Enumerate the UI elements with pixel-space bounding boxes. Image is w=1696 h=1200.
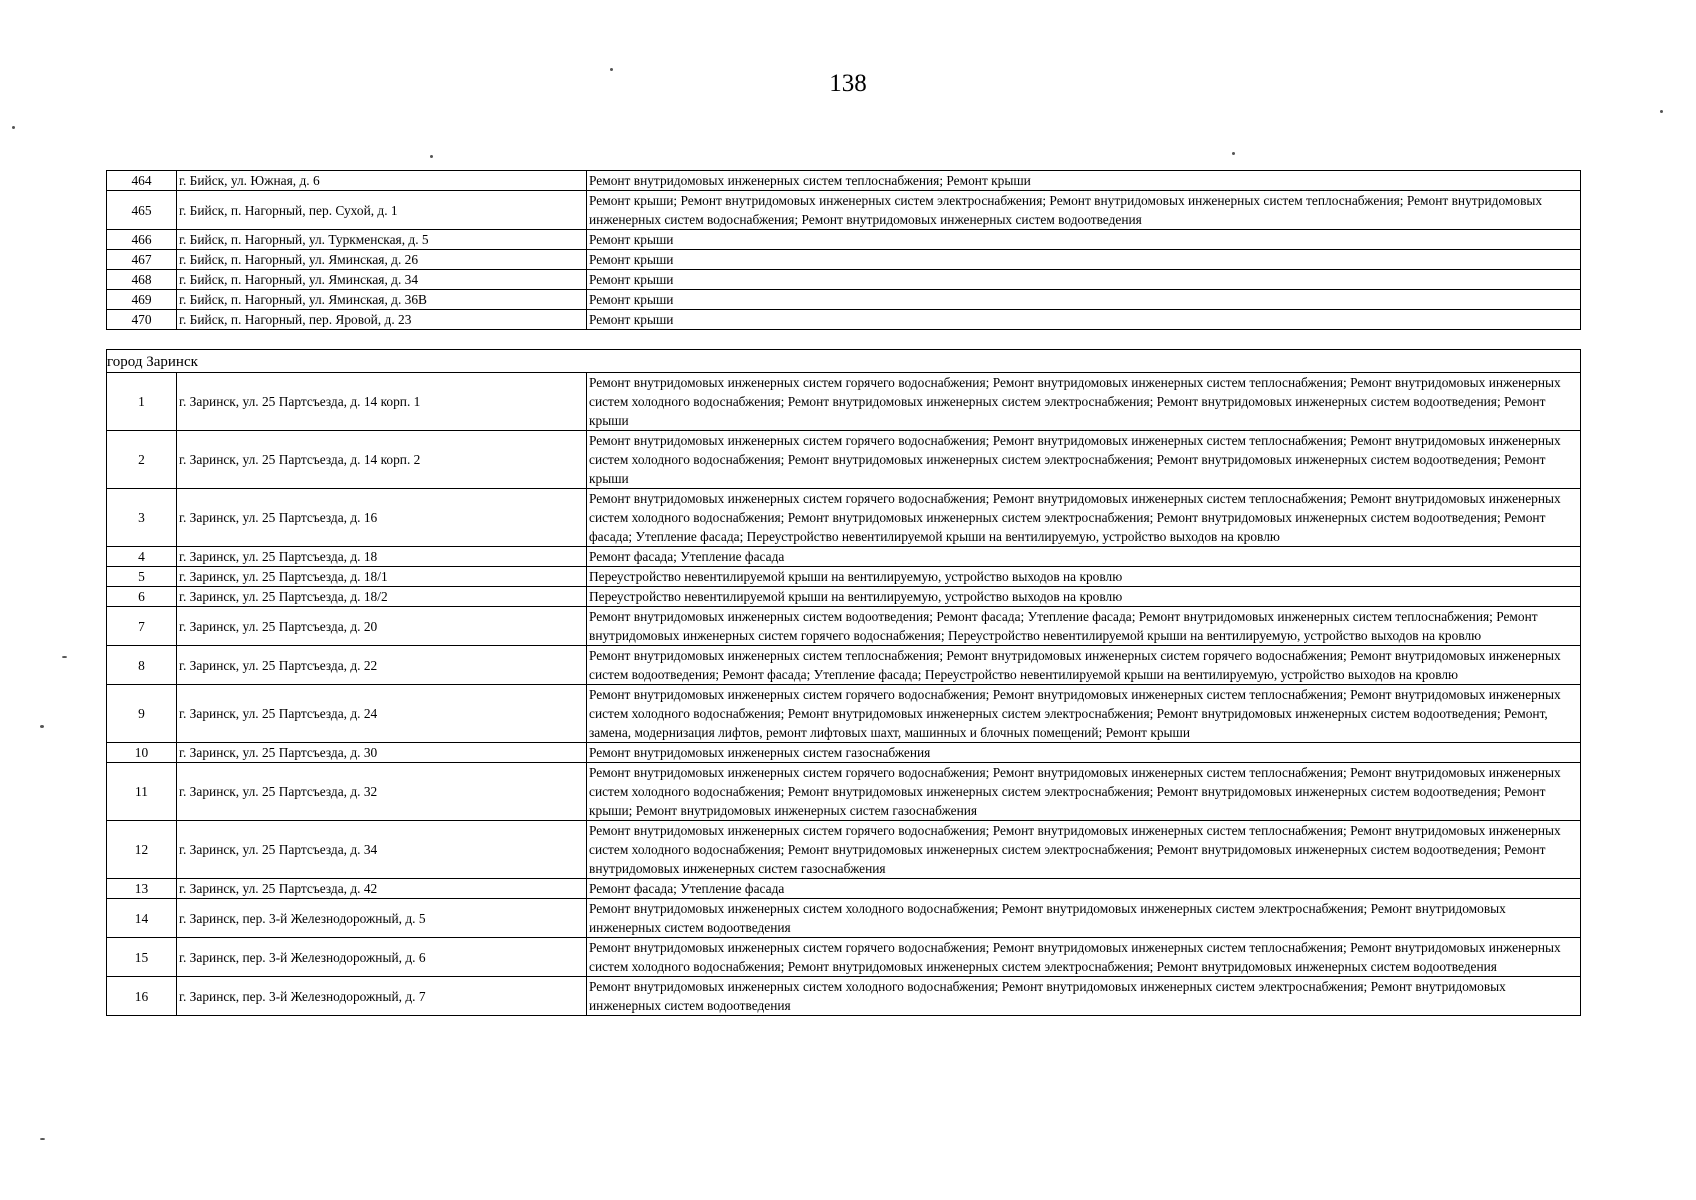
row-number: 467 xyxy=(107,250,177,270)
row-works: Ремонт фасада; Утепление фасада xyxy=(587,879,1581,899)
row-works: Ремонт внутридомовых инженерных систем горячего водоснабжения; Ремонт внутридомовых инженерных систем теплоснабжения; Ремонт внутридомовых инженерных систем холодного водоснабжения; Ремонт внутридомовых инженерных систем электроснабжения; Ремонт внутридомовых инженерных систем водоотведения xyxy=(587,938,1581,977)
row-works: Ремонт внутридомовых инженерных систем теплоснабжения; Ремонт крыши xyxy=(587,171,1581,191)
row-works: Ремонт крыши xyxy=(587,230,1581,250)
row-works: Переустройство невентилируемой крыши на вентилируемую, устройство выходов на кровлю xyxy=(587,587,1581,607)
row-address: г. Заринск, ул. 25 Партсъезда, д. 42 xyxy=(177,879,587,899)
row-number: 470 xyxy=(107,310,177,330)
table-row xyxy=(107,171,1581,191)
row-address: г. Заринск, пер. 3-й Железнодорожный, д. 6 xyxy=(177,938,587,977)
row-number: 14 xyxy=(107,899,177,938)
table-row xyxy=(107,489,1581,547)
row-address: г. Заринск, ул. 25 Партсъезда, д. 16 xyxy=(177,489,587,547)
table-row xyxy=(107,607,1581,646)
table-row xyxy=(107,373,1581,431)
row-works: Ремонт внутридомовых инженерных систем холодного водоснабжения; Ремонт внутридомовых инженерных систем электроснабжения; Ремонт внутридомовых инженерных систем водоотведения xyxy=(587,977,1581,1016)
row-works: Ремонт внутридомовых инженерных систем водоотведения; Ремонт фасада; Утепление фасада; Ремонт внутридомовых инженерных систем теплоснабжения; Ремонт внутридомовых инженерных систем горячего водоснабжения; Переустройство невентилируемой крыши на вентилируемую, устройство выходов на кровлю xyxy=(587,607,1581,646)
register-table xyxy=(106,170,1581,1016)
row-number: 12 xyxy=(107,821,177,879)
table-row xyxy=(107,290,1581,310)
section-title: город Заринск xyxy=(107,350,1581,373)
row-number: 466 xyxy=(107,230,177,250)
row-works: Ремонт внутридомовых инженерных систем холодного водоснабжения; Ремонт внутридомовых инженерных систем электроснабжения; Ремонт внутридомовых инженерных систем водоотведения xyxy=(587,899,1581,938)
row-number: 16 xyxy=(107,977,177,1016)
row-address: г. Бийск, п. Нагорный, пер. Сухой, д. 1 xyxy=(177,191,587,230)
row-number: 469 xyxy=(107,290,177,310)
row-address: г. Заринск, ул. 25 Партсъезда, д. 22 xyxy=(177,646,587,685)
table-row xyxy=(107,743,1581,763)
row-number: 3 xyxy=(107,489,177,547)
table-row xyxy=(107,977,1581,1016)
row-number: 465 xyxy=(107,191,177,230)
row-works: Ремонт крыши xyxy=(587,310,1581,330)
row-number: 13 xyxy=(107,879,177,899)
table-row xyxy=(107,899,1581,938)
table-row xyxy=(107,646,1581,685)
scan-speck xyxy=(62,656,67,658)
row-number: 10 xyxy=(107,743,177,763)
row-address: г. Бийск, п. Нагорный, ул. Яминская, д. 36В xyxy=(177,290,587,310)
row-number: 9 xyxy=(107,685,177,743)
row-works: Ремонт внутридомовых инженерных систем горячего водоснабжения; Ремонт внутридомовых инженерных систем теплоснабжения; Ремонт внутридомовых инженерных систем холодного водоснабжения; Ремонт внутридомовых инженерных систем электроснабжения; Ремонт внутридомовых инженерных систем водоотведения; Ремонт крыши xyxy=(587,373,1581,431)
row-address: г. Бийск, п. Нагорный, ул. Туркменская, д. 5 xyxy=(177,230,587,250)
row-number: 4 xyxy=(107,547,177,567)
row-address: г. Заринск, ул. 25 Партсъезда, д. 24 xyxy=(177,685,587,743)
row-works: Ремонт крыши xyxy=(587,290,1581,310)
scan-speck xyxy=(1660,110,1663,113)
row-address: г. Заринск, ул. 25 Партсъезда, д. 34 xyxy=(177,821,587,879)
scan-speck xyxy=(40,725,44,728)
row-works: Ремонт крыши; Ремонт внутридомовых инженерных систем электроснабжения; Ремонт внутридомовых инженерных систем теплоснабжения; Ремонт внутридомовых инженерных систем водоснабжения; Ремонт внутридомовых инженерных систем водоотведения xyxy=(587,191,1581,230)
table-row xyxy=(107,879,1581,899)
row-works: Ремонт фасада; Утепление фасада xyxy=(587,547,1581,567)
table-row xyxy=(107,270,1581,290)
page-number: 138 xyxy=(829,70,867,97)
table-row xyxy=(107,431,1581,489)
section-header-row xyxy=(107,350,1581,373)
row-works: Переустройство невентилируемой крыши на вентилируемую, устройство выходов на кровлю xyxy=(587,567,1581,587)
table-row xyxy=(107,763,1581,821)
row-address: г. Заринск, ул. 25 Партсъезда, д. 32 xyxy=(177,763,587,821)
table-row xyxy=(107,938,1581,977)
row-address: г. Бийск, п. Нагорный, ул. Яминская, д. 26 xyxy=(177,250,587,270)
table-row xyxy=(107,230,1581,250)
row-number: 7 xyxy=(107,607,177,646)
table-row xyxy=(107,685,1581,743)
row-number: 2 xyxy=(107,431,177,489)
row-works: Ремонт внутридомовых инженерных систем горячего водоснабжения; Ремонт внутридомовых инженерных систем теплоснабжения; Ремонт внутридомовых инженерных систем холодного водоснабжения; Ремонт внутридомовых инженерных систем электроснабжения; Ремонт внутридомовых инженерных систем водоотведения; Ремонт, замена, модернизация лифтов, ремонт лифтовых шахт, машинных и блочных помещений; Ремонт крыши xyxy=(587,685,1581,743)
row-works: Ремонт крыши xyxy=(587,270,1581,290)
scan-speck xyxy=(12,126,15,129)
row-address: г. Заринск, пер. 3-й Железнодорожный, д. 5 xyxy=(177,899,587,938)
row-number: 15 xyxy=(107,938,177,977)
table-row xyxy=(107,547,1581,567)
row-number: 468 xyxy=(107,270,177,290)
row-address: г. Бийск, п. Нагорный, ул. Яминская, д. 34 xyxy=(177,270,587,290)
scan-speck xyxy=(40,1138,45,1140)
table-row xyxy=(107,250,1581,270)
row-works: Ремонт внутридомовых инженерных систем теплоснабжения; Ремонт внутридомовых инженерных систем горячего водоснабжения; Ремонт внутридомовых инженерных систем водоотведения; Ремонт фасада; Утепление фасада; Переустройство невентилируемой крыши на вентилируемую, устройство выходов на кровлю xyxy=(587,646,1581,685)
section-divider xyxy=(107,330,1581,373)
row-works: Ремонт крыши xyxy=(587,250,1581,270)
row-works: Ремонт внутридомовых инженерных систем горячего водоснабжения; Ремонт внутридомовых инженерных систем теплоснабжения; Ремонт внутридомовых инженерных систем холодного водоснабжения; Ремонт внутридомовых инженерных систем электроснабжения; Ремонт внутридомовых инженерных систем водоотведения; Ремонт крыши xyxy=(587,431,1581,489)
row-address: г. Бийск, п. Нагорный, пер. Яровой, д. 23 xyxy=(177,310,587,330)
row-number: 6 xyxy=(107,587,177,607)
row-address: г. Бийск, ул. Южная, д. 6 xyxy=(177,171,587,191)
row-address: г. Заринск, ул. 25 Партсъезда, д. 14 корп. 1 xyxy=(177,373,587,431)
table-gap-row xyxy=(107,330,1581,350)
scan-speck xyxy=(1232,152,1235,155)
row-address: г. Заринск, ул. 25 Партсъезда, д. 18/2 xyxy=(177,587,587,607)
row-number: 5 xyxy=(107,567,177,587)
table-row xyxy=(107,310,1581,330)
row-address: г. Заринск, ул. 25 Партсъезда, д. 30 xyxy=(177,743,587,763)
row-works: Ремонт внутридомовых инженерных систем горячего водоснабжения; Ремонт внутридомовых инженерных систем теплоснабжения; Ремонт внутридомовых инженерных систем холодного водоснабжения; Ремонт внутридомовых инженерных систем электроснабжения; Ремонт внутридомовых инженерных систем водоотведения; Ремонт внутридомовых инженерных систем газоснабжения xyxy=(587,821,1581,879)
scan-speck xyxy=(610,68,613,71)
row-number: 464 xyxy=(107,171,177,191)
row-address: г. Заринск, ул. 25 Партсъезда, д. 18 xyxy=(177,547,587,567)
row-address: г. Заринск, ул. 25 Партсъезда, д. 14 корп. 2 xyxy=(177,431,587,489)
table-row xyxy=(107,191,1581,230)
zarinsk-rows xyxy=(107,373,1581,1016)
row-address: г. Заринск, пер. 3-й Железнодорожный, д. 7 xyxy=(177,977,587,1016)
row-works: Ремонт внутридомовых инженерных систем горячего водоснабжения; Ремонт внутридомовых инженерных систем теплоснабжения; Ремонт внутридомовых инженерных систем холодного водоснабжения; Ремонт внутридомовых инженерных систем электроснабжения; Ремонт внутридомовых инженерных систем водоотведения; Ремонт крыши; Ремонт внутридомовых инженерных систем газоснабжения xyxy=(587,763,1581,821)
biysk-rows xyxy=(107,171,1581,330)
row-works: Ремонт внутридомовых инженерных систем горячего водоснабжения; Ремонт внутридомовых инженерных систем теплоснабжения; Ремонт внутридомовых инженерных систем холодного водоснабжения; Ремонт внутридомовых инженерных систем электроснабжения; Ремонт внутридомовых инженерных систем водоотведения; Ремонт фасада; Утепление фасада; Переустройство невентилируемой крыши на вентилируемую, устройство выходов на кровлю xyxy=(587,489,1581,547)
row-address: г. Заринск, ул. 25 Партсъезда, д. 20 xyxy=(177,607,587,646)
row-works: Ремонт внутридомовых инженерных систем газоснабжения xyxy=(587,743,1581,763)
table-row xyxy=(107,587,1581,607)
row-number: 1 xyxy=(107,373,177,431)
table-row xyxy=(107,567,1581,587)
row-number: 11 xyxy=(107,763,177,821)
row-address: г. Заринск, ул. 25 Партсъезда, д. 18/1 xyxy=(177,567,587,587)
table-row xyxy=(107,821,1581,879)
row-number: 8 xyxy=(107,646,177,685)
scan-speck xyxy=(430,155,433,158)
